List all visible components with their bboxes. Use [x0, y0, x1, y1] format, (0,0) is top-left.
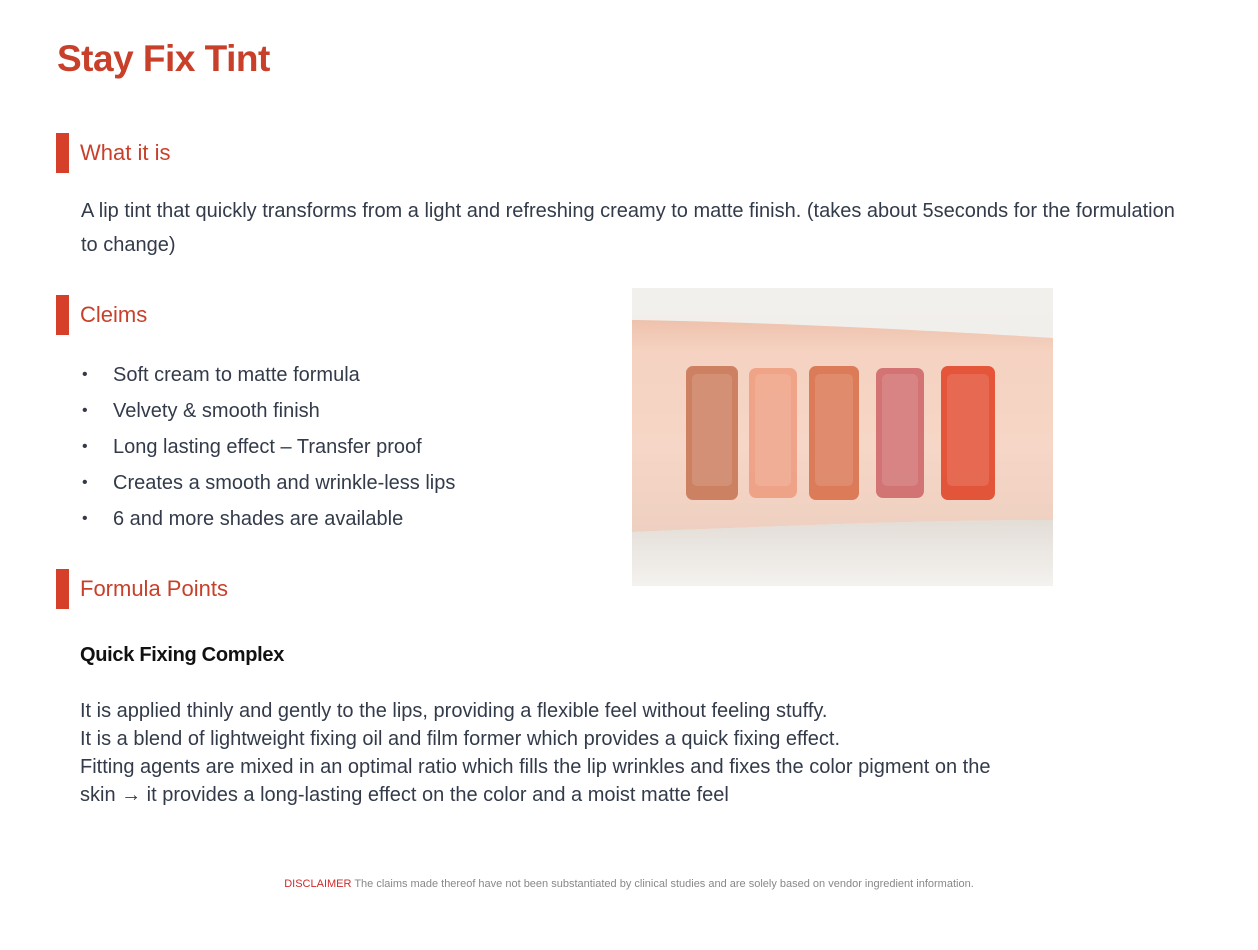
- what-it-is-description: A lip tint that quickly transforms from a light and refreshing creamy to matte finish. (takes about 5seconds for the formulation to change): [81, 200, 1175, 256]
- list-item: [80, 465, 455, 501]
- swatch-sheen: [815, 374, 853, 486]
- claim-text: Creates a smooth and wrinkle-less lips: [113, 472, 456, 494]
- lip-swatches: [686, 366, 995, 500]
- disclaimer: [0, 876, 1258, 892]
- section-accent-bar: [56, 133, 69, 173]
- formula-line: It is a blend of lightweight fixing oil and film former which provides a quick fixing effect.: [80, 728, 840, 750]
- section-heading-what-it-is: What it is: [80, 140, 171, 165]
- disclaimer-text: The claims made thereof have not been substantiated by clinical studies and are solely based on vendor ingredient information.: [351, 878, 974, 890]
- formula-line: skin → it provides a long-lasting effect on the color and a moist matte feel: [80, 784, 729, 806]
- section-heading-formula-points: Formula Points: [80, 576, 228, 601]
- bullet-icon: •: [82, 474, 88, 491]
- arm-shadow: [632, 520, 1053, 586]
- swatch-sheen: [755, 374, 791, 486]
- list-item: [80, 357, 455, 393]
- claim-text: Soft cream to matte formula: [113, 364, 360, 386]
- claims-list: [80, 357, 455, 537]
- section-header-what-it-is: [56, 133, 170, 173]
- arm-swatch-illustration: [632, 288, 1053, 586]
- formula-description: [80, 697, 1100, 809]
- bullet-icon: •: [82, 438, 88, 455]
- section-accent-bar: [56, 295, 69, 335]
- section-accent-bar: [56, 569, 69, 609]
- claim-text: Long lasting effect – Transfer proof: [113, 436, 422, 458]
- swatch-photo: [632, 288, 1053, 586]
- bullet-icon: •: [82, 510, 88, 527]
- swatch-sheen: [882, 374, 918, 486]
- swatch-sheen: [947, 374, 989, 486]
- bullet-icon: •: [82, 402, 88, 419]
- list-item: [80, 393, 455, 429]
- section-header-formula-points: [56, 569, 228, 609]
- formula-line: It is applied thinly and gently to the lips, providing a flexible feel without feeling stuffy.: [80, 700, 828, 722]
- disclaimer-label: DISCLAIMER: [284, 878, 352, 890]
- section-header-claims: [56, 295, 147, 335]
- section-heading-claims: Cleims: [80, 302, 148, 327]
- bullet-icon: •: [82, 366, 88, 383]
- formula-subheading: Quick Fixing Complex: [80, 644, 285, 666]
- page-title: Stay Fix Tint: [57, 38, 270, 79]
- formula-line: Fitting agents are mixed in an optimal ratio which fills the lip wrinkles and fixes the color pigment on the: [80, 756, 991, 778]
- swatch-sheen: [692, 374, 732, 486]
- list-item: [80, 429, 455, 465]
- list-item: [80, 501, 455, 537]
- claim-text: Velvety & smooth finish: [113, 400, 320, 422]
- claim-text: 6 and more shades are available: [113, 508, 404, 530]
